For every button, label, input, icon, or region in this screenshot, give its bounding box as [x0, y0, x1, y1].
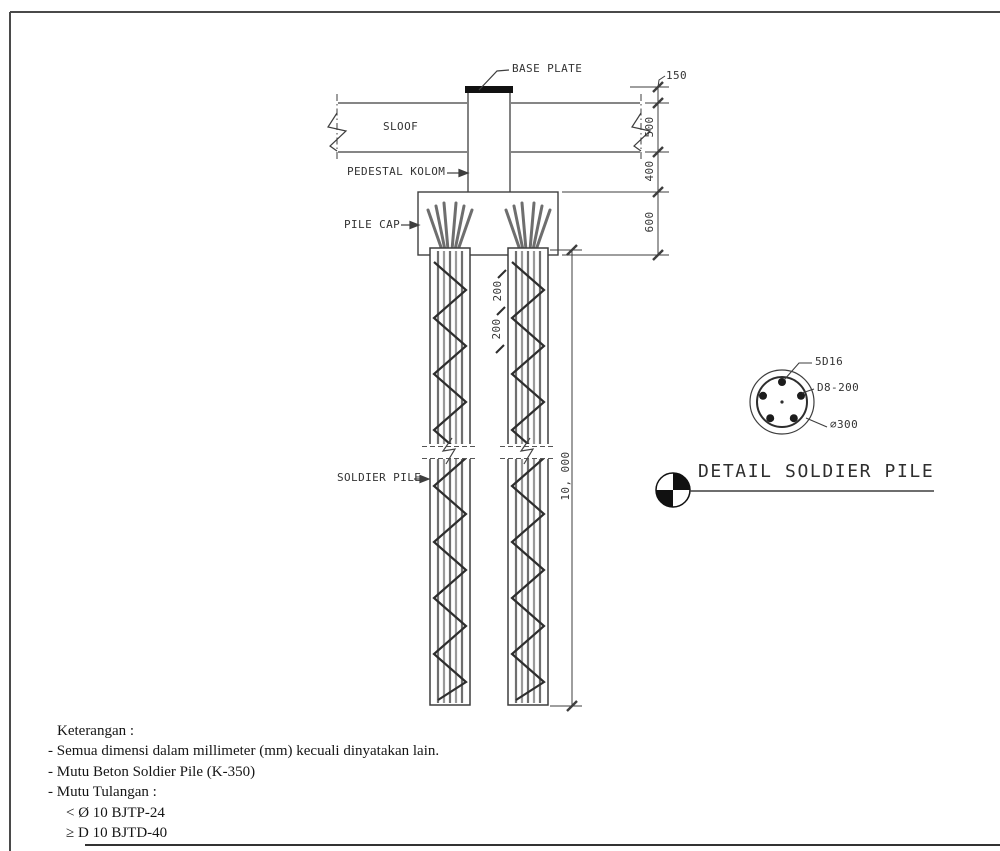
pedestal-kolom-label: PEDESTAL KOLOM	[347, 165, 446, 178]
notes-line-4: < Ø 10 BJTP-24	[66, 805, 165, 821]
base-plate	[465, 86, 513, 93]
notes-heading: Keterangan :	[57, 723, 135, 739]
sheet-border	[10, 12, 1000, 851]
notes-line-1: - Semua dimensi dalam millimeter (mm) kecuali dinyatakan lain.	[48, 743, 440, 759]
detail-main-bars-label: 5D16	[815, 355, 844, 368]
notes-line-3: - Mutu Tulangan :	[48, 784, 157, 800]
dim-400: 400	[643, 160, 656, 182]
sloof-beam	[328, 94, 650, 161]
detail-diameter-label: ∅300	[830, 418, 859, 431]
sloof-label: SLOOF	[383, 120, 419, 133]
notes-line-2: - Mutu Beton Soldier Pile (K-350)	[48, 764, 256, 780]
pile-cap-label: PILE CAP	[344, 218, 401, 231]
detail-circle	[750, 363, 827, 434]
left-pile	[422, 203, 478, 705]
notes-line-5: ≥ D 10 BJTD-40	[66, 825, 168, 841]
dim-150: 150	[666, 69, 688, 82]
detail-title: DETAIL SOLDIER PILE	[698, 461, 935, 482]
dim-200-upper: 200	[491, 280, 504, 302]
dim-10000: 10, 000	[559, 451, 572, 501]
soldier-pile-label: SOLDIER PILE	[337, 471, 422, 484]
dim-200-lower: 200	[490, 318, 503, 340]
dim-500: 500	[643, 116, 656, 138]
pedestal-column	[468, 92, 510, 192]
right-pile	[500, 203, 556, 705]
base-plate-label: BASE PLATE	[512, 62, 583, 75]
dim-600: 600	[643, 211, 656, 233]
rebar-dots	[759, 378, 805, 422]
detail-spiral-label: D8-200	[817, 381, 860, 394]
